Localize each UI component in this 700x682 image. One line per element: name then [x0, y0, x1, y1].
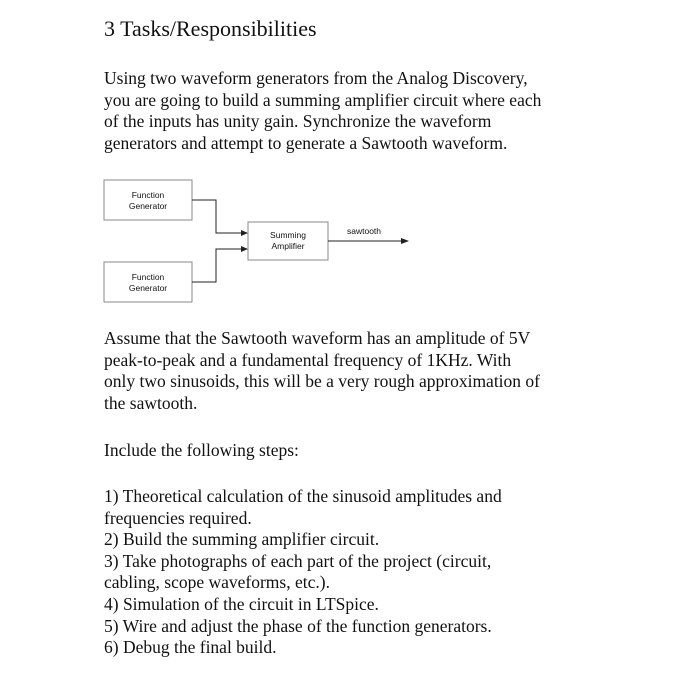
output-label: sawtooth	[346, 226, 382, 236]
assumption-line: Assume that the Sawtooth waveform has an amplitude of 5V	[104, 328, 531, 348]
arrow-bottom-input	[241, 246, 248, 252]
function-generator-top-label-2: Generator	[128, 201, 168, 211]
function-generator-top-box	[104, 180, 192, 220]
summing-amplifier-label-1: Summing	[270, 230, 306, 240]
step-line: 2) Build the summing amplifier circuit.	[104, 529, 380, 550]
step-line: 6) Debug the final build.	[104, 637, 277, 658]
arrow-top-input	[241, 230, 248, 236]
intro-line: generators and attempt to generate a Sawtooth waveform.	[104, 132, 508, 153]
assumption-line: only two sinusoids, this will be a very rough approximation of	[104, 371, 540, 392]
steps-list	[104, 486, 694, 659]
step-line: 3) Take photographs of each part of the project (circuit,	[104, 550, 492, 571]
intro-line: of the inputs has unity gain. Synchronize the waveform	[104, 111, 492, 132]
intro-line: you are going to build a summing amplifier circuit where each	[104, 89, 542, 110]
function-generator-top-label-1: Function	[131, 190, 165, 200]
function-generator-bottom-box	[104, 262, 192, 302]
intro-line: Using two waveform generators from the Analog Discovery,	[104, 68, 528, 88]
steps-intro-line: Include the following steps:	[104, 440, 299, 460]
step-line: cabling, scope waveforms, etc.).	[104, 572, 330, 593]
step-line: 5) Wire and adjust the phase of the function generators.	[104, 615, 492, 636]
wire-bottom-input	[192, 249, 242, 282]
step-line: 1) Theoretical calculation of the sinusoid amplitudes and	[104, 486, 502, 506]
section-heading: 3 Tasks/Responsibilities	[104, 16, 317, 41]
steps-intro	[104, 440, 694, 462]
wire-top-input	[192, 200, 242, 233]
step-line: frequencies required.	[104, 507, 252, 528]
function-generator-bottom-label-2: Generator	[128, 283, 168, 293]
intro-paragraph	[104, 68, 694, 154]
assumption-line: peak-to-peak and a fundamental frequency of 1KHz. With	[104, 349, 512, 370]
arrow-output	[401, 238, 409, 244]
step-line: 4) Simulation of the circuit in LTSpice.	[104, 593, 379, 614]
assumption-paragraph	[104, 328, 694, 414]
function-generator-bottom-label-1: Function	[131, 272, 165, 282]
assumption-line: the sawtooth.	[104, 392, 198, 413]
summing-amplifier-label-2: Amplifier	[271, 241, 305, 251]
block-diagram	[96, 172, 426, 312]
